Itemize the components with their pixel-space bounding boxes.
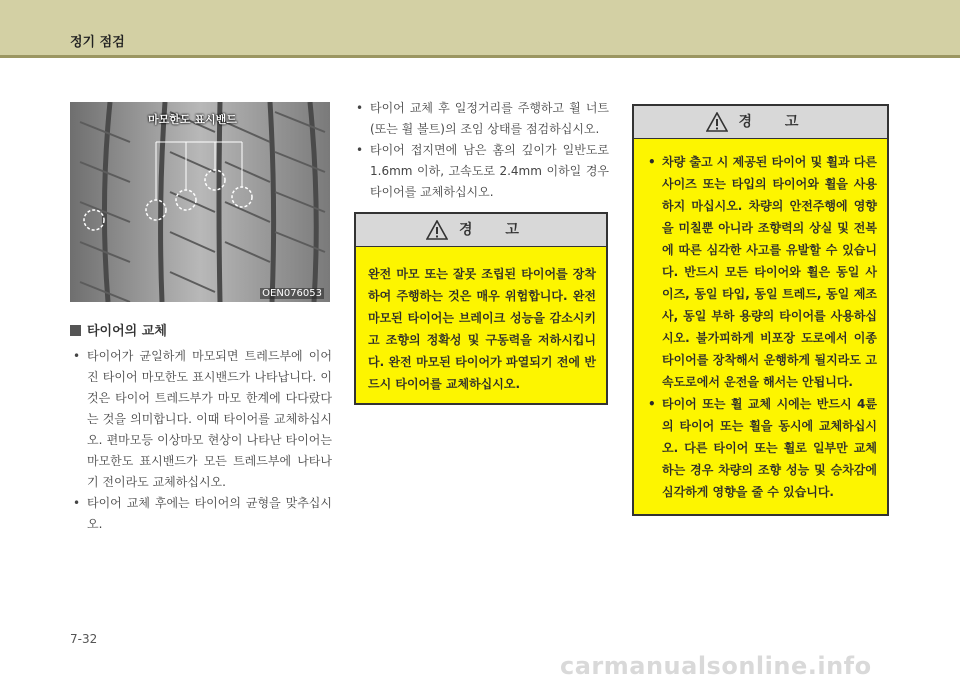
warning-header [634, 106, 887, 139]
warning-triangle-icon [706, 112, 728, 132]
list-item: • 타이어 접지면에 남은 홈의 깊이가 일반도로 1.6mm 이하, 고속도로 2.4mm 이하일 경우 타이어를 교체하십시오. [353, 140, 609, 203]
bullet-icon: • [648, 155, 656, 169]
bullet-icon: • [356, 101, 364, 115]
bullet-icon: • [648, 397, 656, 411]
wear-indicator-label: 마모한도 표시밴드 [148, 113, 237, 126]
middle-column [353, 98, 609, 203]
inspection-list [353, 98, 609, 203]
warning-body [634, 139, 887, 503]
bullet-icon: • [73, 349, 81, 363]
page-number: 7-32 [70, 632, 98, 646]
warning-box-tire-size [632, 104, 889, 516]
tire-replacement-list [70, 346, 332, 535]
list-item: • 타이어 교체 후에는 타이어의 균형을 맞추십시오. [70, 493, 332, 535]
tire-tread-photo [70, 102, 330, 302]
list-item: • 타이어 교체 후 일정거리를 주행하고 휠 너트(또는 휠 볼트)의 조임 상태를 점검하십시오. [353, 98, 609, 140]
list-item: • 차량 출고 시 제공된 타이어 및 휠과 다른 사이즈 또는 타입의 타이어와 휠을 사용하지 마십시오. 차량의 안전주행에 영향을 미칠뿐 아니라 조향력의 상실 및 전복에 따른 심각한 사고를 유발할 수 있습니다. 반드시 모든 타이어와 휠은 동일 사이즈, 동일 타입, 동일 트레드, 동일 제조사, 동일 부하 용량의 타이어를 사용하십시오. 불가피하게 비포장 도로에서 이종 타이어를 장착해서 운행하게 될지라도 고속도로에서 운전을 해서는 안됩니다. [646, 151, 877, 393]
list-item: • 타이어가 균일하게 마모되면 트레드부에 이어진 타이어 마모한도 표시밴드가 나타납니다. 이것은 타이어 트레드부가 마모 한계에 다다랐다는 것을 의미합니다. 이때 타이어를 교체하십시오. 편마모등 이상마모 현상이 나타난 타이어는 마모한도 표시밴드가 모든 트레드부에 나타나기 전이라도 교체하십시오. [70, 346, 332, 493]
warning-text: 완전 마모 또는 잘못 조립된 타이어를 장착하여 주행하는 것은 매우 위험합니다. 완전 마모된 타이어는 브레이크 성능을 감소시키고 조향의 정확성 및 구동력을 저하시킵니다. 완전 마모된 타이어가 파열되기 전에 반드시 타이어를 교체하십시오. [368, 267, 596, 391]
section-title: 타이어의 교체 [70, 320, 167, 339]
warning-header [356, 214, 606, 247]
list-item: • 타이어 또는 휠 교체 시에는 반드시 4륜의 타이어 또는 휠을 동시에 교체하십시오. 다른 타이어 또는 휠로 일부만 교체하는 경우 차량의 조향 성능 및 승차감에 심각하게 영향을 줄 수 있습니다. [646, 393, 877, 503]
header-band [0, 0, 960, 55]
tire-tread-illustration [70, 102, 330, 302]
figure-code: OEN076053 [262, 288, 322, 299]
warning-title: 경 고 [738, 114, 813, 130]
bullet-icon: • [73, 496, 81, 510]
warning-box-worn-tires [354, 212, 608, 405]
header-rule [0, 55, 960, 58]
watermark: carmanualsonline.info [560, 652, 872, 680]
bullet-icon: • [356, 143, 364, 157]
warning-triangle-icon [426, 220, 448, 240]
header-title: 정기 점검 [70, 35, 125, 50]
left-column [70, 346, 332, 535]
square-bullet-icon [70, 325, 81, 336]
warning-list [646, 151, 877, 503]
warning-title: 경 고 [459, 222, 533, 238]
